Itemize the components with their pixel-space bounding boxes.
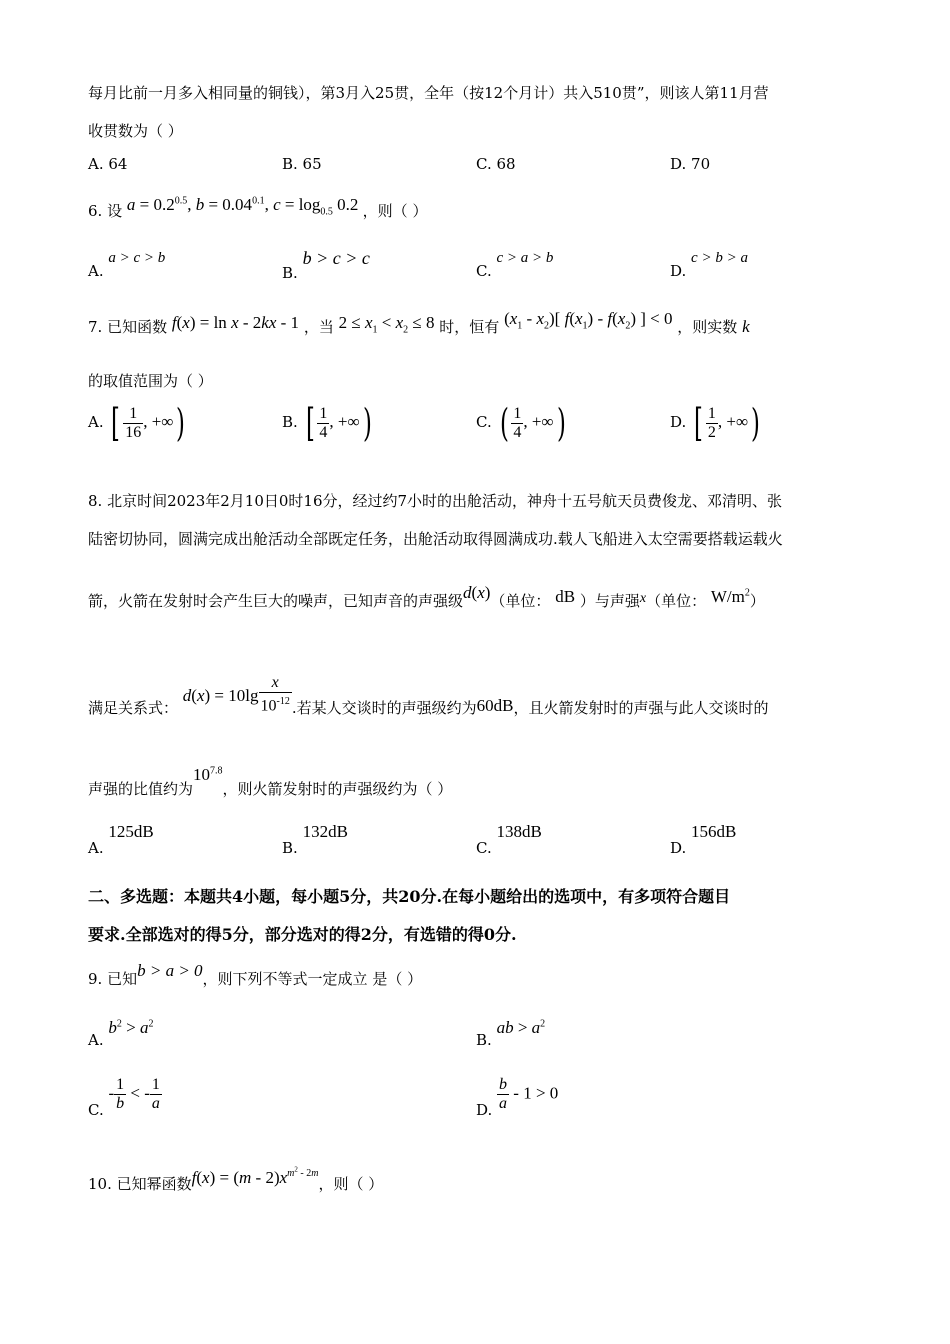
q8-line5: 声强的比值约为$10^{7.8}$，则火箭发射时的声强级约为（ ） [88, 765, 453, 798]
q9-option-b: B. ab > $a^2$ [476, 1018, 546, 1049]
section2-heading-line2: 要求.全部选对的得5分，部分选对的得2分，有选错的得0分. [88, 925, 517, 944]
q8-line4: 满足关系式： d(x) = 10lg $\frac{x}{10^{-12}}$ .若某人交谈时的声强级约为60dB，且火箭发射时的声强与此人交谈时的 [88, 674, 769, 717]
q7-mid: ，当 [303, 318, 334, 336]
q9-cond: b > a > 0 [137, 961, 203, 980]
q9-option-c: C. - $\frac{1}{b}$ < - $\frac{1}{a}$ [88, 1076, 160, 1119]
q5-line1: 每月比前一月多入相同量的铜钱），第3月入25贯，全年（按12个月计）共入510贯”，则该人第11月营 [88, 84, 769, 102]
q5-line2: 收贯数为（ ） [88, 122, 183, 140]
q7-cond: $2 \le x_1 < x_2 \le 8$ [338, 313, 435, 336]
q8-line2: 陆密切协同，圆满完成出舱活动全部既定任务，出舱活动取得圆满成功.载人飞船进入太空需要搭载运载火 [88, 530, 783, 548]
q8-option-a-value: 125dB [108, 822, 154, 841]
q8-line3: 箭，火箭在发射时会产生巨大的噪声，已知声音的声强级d(x)（单位： dB ）与声强x（单位： $W/m^2$） [88, 583, 765, 610]
q6-option-c-math: c > a > b [496, 250, 554, 266]
q7-option-d: D. [ $\frac{1}{2}$ , +∞) [670, 401, 760, 445]
q5-option-b: B. 65 [282, 155, 322, 173]
q8-option-c-value: 138dB [496, 822, 542, 841]
q9-option-d: D. $\frac{b}{a}$ - 1 > 0 [476, 1076, 559, 1119]
q5-option-a: A. 64 [88, 155, 128, 173]
q8-option-b: B. 132dB [282, 822, 348, 857]
q7-option-a: A. [ $\frac{1}{16}$ , +∞) [88, 401, 186, 445]
q6-stem [88, 195, 428, 223]
q6-option-d-math: c > b > a [691, 250, 748, 266]
q6-option-a-math: a > c > b [108, 250, 166, 266]
q9-stem: 9. 已知b > a > 0，则下列不等式一定成立 是（ ） [88, 961, 423, 988]
q9-option-a: A. $b^2 > a^2$ [88, 1018, 154, 1049]
q7-ineq: $(x_1 - x_2)$[ $f(x_1) - f(x_2)$ ] < 0 [504, 309, 673, 332]
q7-stem [88, 309, 750, 339]
section2-heading-line1: 二、多选题：本题共4小题，每小题5分，共20分.在每小题给出的选项中，有多项符合题目 [88, 887, 731, 906]
q7-prefix: 7. 已知函数 [88, 318, 168, 336]
q10-stem: 10. 已知幂函数$f(x) = (m - 2)x^{m^2 - 2m}$，则（ ） [88, 1166, 384, 1193]
q7-mid2: 时，恒有 [439, 318, 500, 336]
q6-math: $a = 0.2^{0.5}$, $b = 0.04^{0.1}$, $c = \log_{0.5} 0.2$ [126, 195, 363, 218]
q8-line1: 8. 北京时间2023年2月10日0时16分，经过约7小时的出舱活动，神舟十五号航天员费俊龙、邓清明、张 [88, 492, 783, 510]
q8-option-c: C. 138dB [476, 822, 542, 857]
q10-func: $f(x) = (m - 2)x^{m^2 - 2m}$ [191, 1166, 319, 1187]
q6-option-c: C. c > a > b [476, 250, 554, 280]
q5-option-c: C. 68 [476, 155, 516, 173]
q8-option-d: D. 156dB [670, 822, 737, 857]
q7-option-b: B. [ $\frac{1}{4}$ , +∞) [282, 401, 372, 445]
q6-option-b: B. b > c > c [282, 248, 370, 282]
q6-option-a: A. a > c > b [88, 250, 166, 280]
q8-option-d-value: 156dB [691, 822, 737, 841]
q7-var: k [742, 317, 750, 336]
q6-suffix: ，则（ ） [362, 202, 428, 220]
q7-option-c: C. ( $\frac{1}{4}$ , +∞) [476, 401, 566, 445]
q8-option-a: A. 125dB [88, 822, 154, 857]
q7-suffix: ，则实数 [677, 318, 738, 336]
q6-prefix: 6. 设 [88, 202, 123, 220]
q5-option-d: D. 70 [670, 155, 711, 173]
q7-line2: 的取值范围为（ ） [88, 372, 213, 390]
q7-func: f(x) = ln x - 2kx - 1 [171, 313, 300, 332]
q8-option-b-value: 132dB [302, 822, 348, 841]
q6-option-b-math: b > c > c [302, 248, 370, 268]
q6-option-d: D. c > b > a [670, 250, 748, 280]
